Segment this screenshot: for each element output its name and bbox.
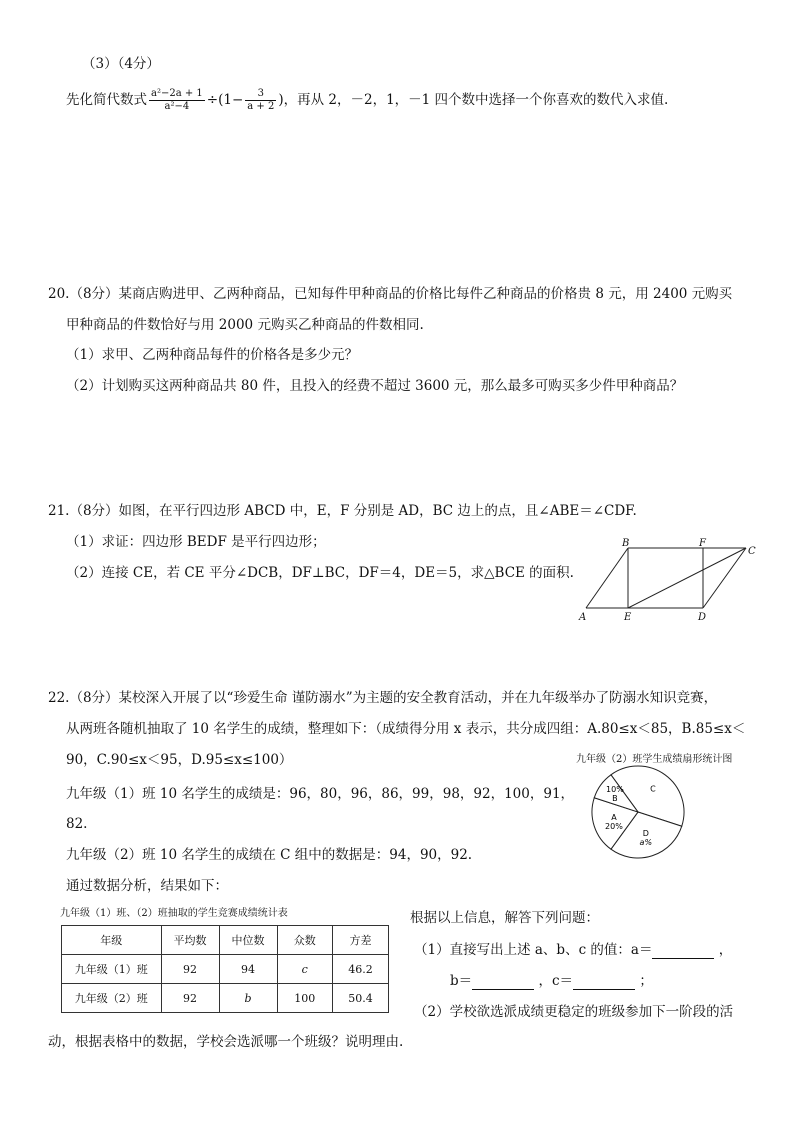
fraction-1-denominator: a²−4: [164, 100, 190, 112]
pie-label-a: A: [611, 812, 617, 822]
edge-cd: [703, 548, 746, 608]
q21-line1: 21.（8分）如图，在平行四边形 ABCD 中，E，F 分别是 AD，BC 边上的点，且∠ABE＝∠CDF.: [48, 503, 637, 519]
q20-line2: 甲种商品的件数恰好与用 2000 元购买乙种商品的件数相同.: [66, 317, 424, 333]
q22-right-intro: 根据以上信息，解答下列问题：: [410, 910, 599, 926]
cell: 九年级（1）班: [62, 955, 162, 984]
label-a: A: [579, 612, 587, 623]
q22-answer-c-label: ，c＝: [538, 973, 574, 989]
q22-sub2-cont: 动，根据表格中的数据，学校会选派哪一个班级？说明理由.: [48, 1034, 404, 1050]
fraction-1: [149, 88, 205, 113]
cell: c: [277, 955, 332, 984]
answer-blank-a[interactable]: [652, 944, 714, 959]
header-mode: 众数: [277, 926, 332, 955]
q20-sub1: （1）求甲、乙两种商品每件的价格各是多少元？: [66, 347, 359, 363]
edge-ab: [586, 548, 628, 608]
q19-operator: ÷(1−: [206, 92, 244, 108]
q19-part3-question: [66, 82, 668, 118]
q22-sub2: （2）学校欲选派成绩更稳定的班级参加下一阶段的活: [414, 1004, 734, 1020]
q22-analysis: 通过数据分析，结果如下：: [66, 878, 228, 894]
pie-chart: [590, 762, 720, 862]
pie-label-c: C: [650, 784, 656, 794]
pie-value-b: 10%: [606, 785, 624, 795]
fraction-1-numerator: a²−2a + 1: [151, 87, 203, 99]
q22-line1: 22.（8分）某校深入开展了以“珍爱生命 谨防溺水”为主题的安全教育活动，并在九年级举办了防溺水知识竞赛，: [48, 690, 718, 706]
label-c: C: [748, 546, 756, 557]
header-median: 中位数: [219, 926, 277, 955]
q22-answer-a-sep: ，: [718, 942, 733, 958]
cell: b: [219, 984, 277, 1013]
cell: 92: [161, 984, 219, 1013]
fraction-2-numerator: 3: [245, 88, 276, 101]
header-mean: 平均数: [161, 926, 219, 955]
table-title: 九年级（1）班、（2）班抽取的学生竞赛成绩统计表: [60, 908, 288, 919]
pie-label-d: D: [642, 829, 649, 839]
q22-answer-line-bc: [450, 972, 653, 990]
q22-class2-scores: 九年级（2）班 10 名学生的成绩在 C 组中的数据是：94，90，92.: [66, 847, 473, 863]
answer-blank-b[interactable]: [472, 975, 534, 990]
stats-table: [61, 925, 389, 1013]
fraction-2-denominator: a + 2: [247, 100, 275, 112]
label-f: F: [699, 538, 706, 549]
q22-line2: 从两班各随机抽取了 10 名学生的成绩，整理如下：（成绩得分用 x 表示，共分成四组：A.80≤x＜85，B.85≤x＜: [66, 721, 746, 737]
pie-chart-title: 九年级（2）班学生成绩扇形统计图: [576, 754, 733, 765]
q22-class1-scores: 九年级（1）班 10 名学生的成绩是：96，80，96，86，99，98，92，100，91，: [66, 786, 575, 802]
cell: 九年级（2）班: [62, 984, 162, 1013]
label-d: D: [698, 612, 707, 623]
answer-blank-c[interactable]: [573, 975, 635, 990]
q19-part3-label: （3）（4分）: [82, 56, 160, 72]
q19-suffix: )，再从 2，－2，1，－1 四个数中选择一个你喜欢的数代入求值.: [278, 92, 669, 108]
cell: 50.4: [332, 984, 388, 1013]
q22-answer-end: ；: [639, 973, 653, 989]
cell: 100: [277, 984, 332, 1013]
q21-sub2: （2）连接 CE，若 CE 平分∠DCB，DF⊥BC，DF＝4，DE＝5，求△BCE 的面积.: [66, 565, 574, 581]
table-row: [62, 955, 389, 984]
label-e: E: [624, 612, 632, 623]
q20-line1: 20.（8分）某商店购进甲、乙两种商品，已知每件甲种商品的价格比每件乙种商品的价格贵 8 元，用 2400 元购买: [48, 286, 733, 302]
header-grade: 年级: [62, 926, 162, 955]
cell: 92: [161, 955, 219, 984]
q19-prefix: 先化简代数式: [66, 92, 147, 108]
table-header-row: [62, 926, 389, 955]
pie-value-a: 20%: [605, 821, 623, 831]
parallelogram-figure: [574, 536, 764, 626]
q22-answer-line-a: [414, 941, 732, 959]
q22-line3: 90，C.90≤x＜95，D.95≤x≤100）: [66, 752, 293, 768]
fraction-2: [245, 88, 276, 113]
q22-class1-scores-cont: 82.: [66, 816, 88, 832]
header-variance: 方差: [332, 926, 388, 955]
cell: 46.2: [332, 955, 388, 984]
segment-ce: [628, 548, 746, 608]
pie-label-b: B: [612, 794, 618, 804]
pie-value-d: a%: [639, 838, 653, 848]
cell: 94: [219, 955, 277, 984]
q22-answer-b-label: b＝: [450, 973, 473, 989]
table-row: [62, 984, 389, 1013]
label-b: B: [622, 538, 630, 549]
q20-sub2: （2）计划购买这两种商品共 80 件，且投入的经费不超过 3600 元，那么最多可购买多少件甲种商品？: [66, 378, 684, 394]
q21-sub1: （1）求证：四边形 BEDF 是平行四边形；: [66, 534, 326, 550]
q22-answer-a-label: （1）直接写出上述 a、b、c 的值：a＝: [414, 942, 653, 958]
